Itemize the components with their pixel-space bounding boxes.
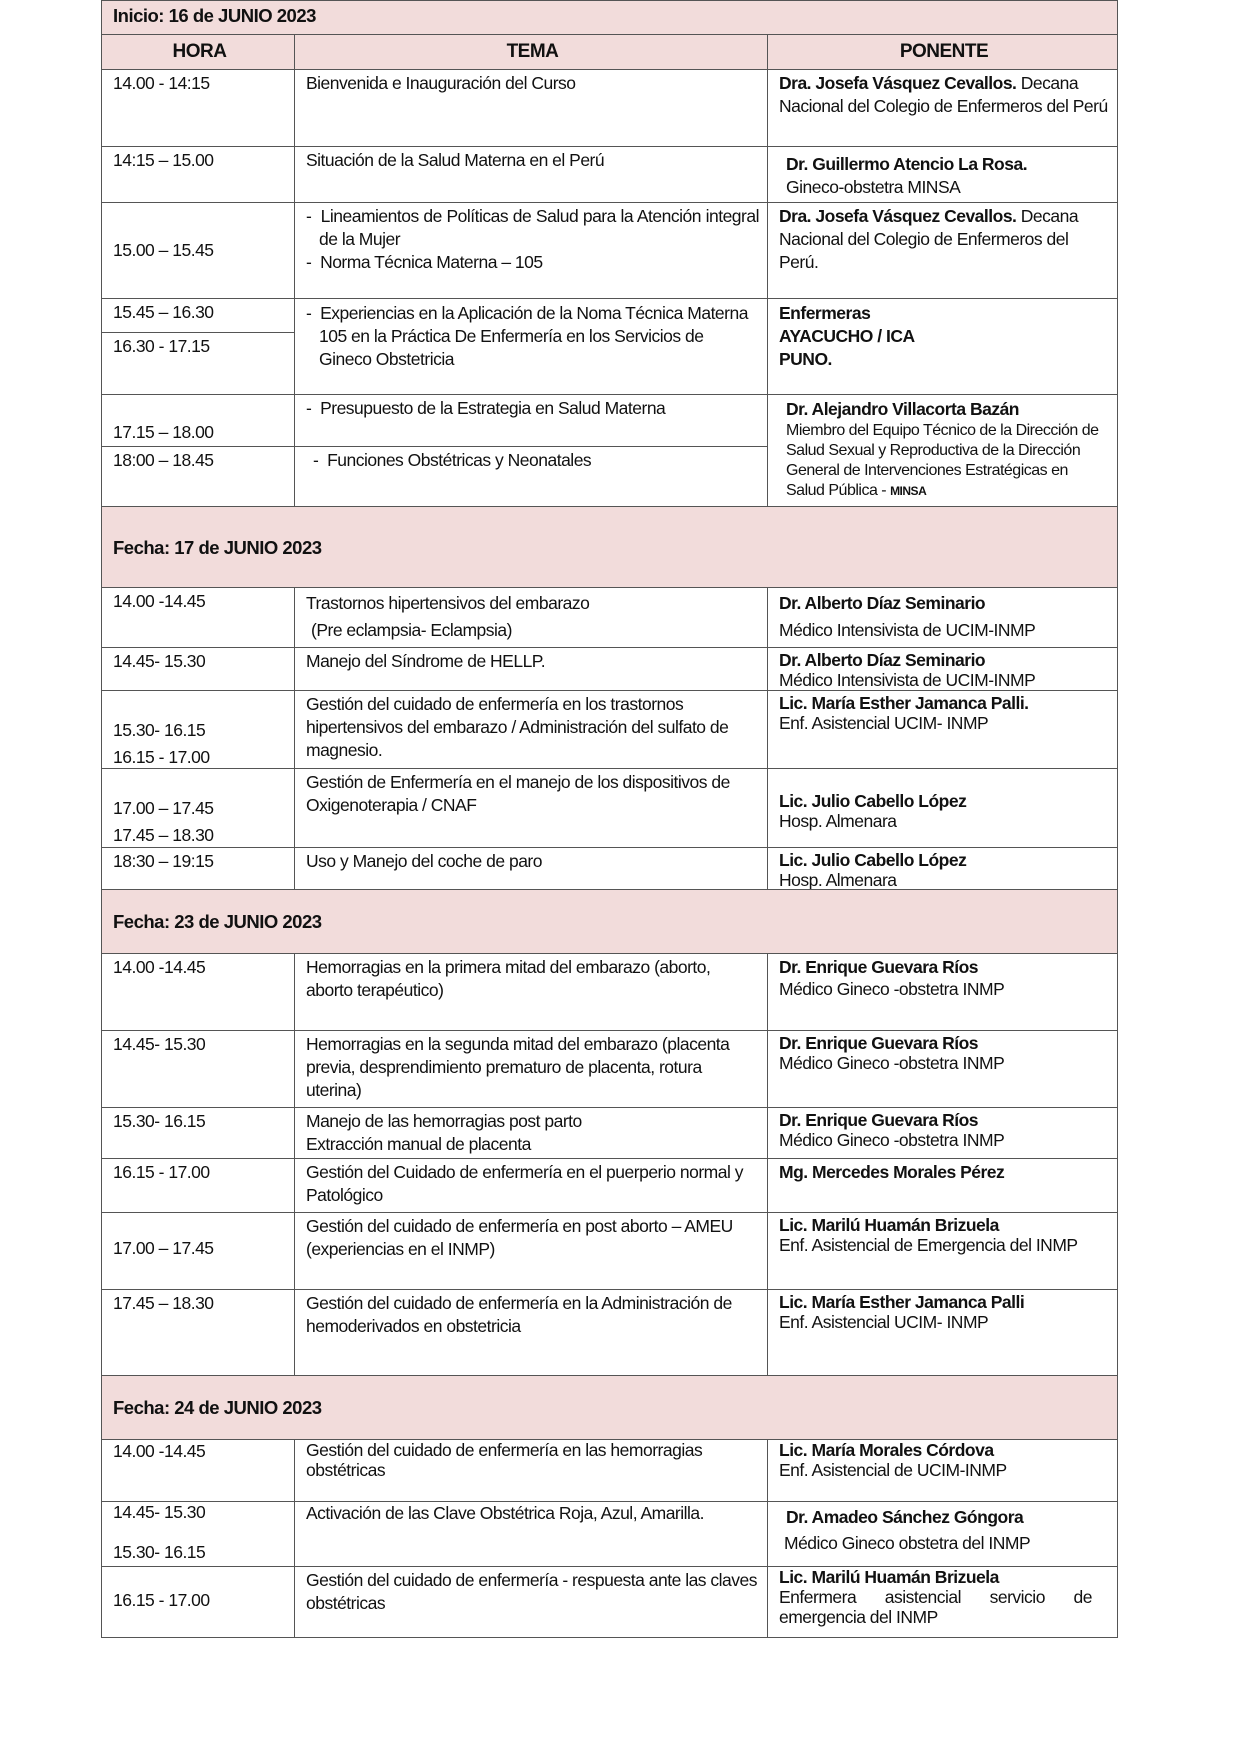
tema-list-item: - Norma Técnica Materna – 105 xyxy=(306,252,543,272)
ponente-name: Lic. María Esther Jamanca Palli. xyxy=(779,693,1029,713)
ponente-line: Enfermeras xyxy=(779,303,871,323)
hora-cell: 15.00 – 15.45 xyxy=(101,202,295,299)
ponente-role: Gineco-obstetra MINSA xyxy=(786,177,961,197)
tema-text: Funciones Obstétricas y Neonatales xyxy=(327,450,592,470)
ponente-cell xyxy=(767,394,1118,507)
day-label: Fecha: 24 de JUNIO 2023 xyxy=(113,1397,322,1418)
ponente-cell xyxy=(767,1289,1118,1376)
hora-cell: 16.15 - 17.00 xyxy=(101,1158,295,1213)
hora-text: 17.45 – 18.30 xyxy=(113,825,214,845)
tema-list-item: - Experiencias en la Aplicación de la Noma Técnica Materna 105 en la Práctica De Enfermería en los Servicios de Gineco Obstetricia xyxy=(306,303,748,369)
tema-text: Trastornos hipertensivos del embarazo xyxy=(306,593,590,613)
tema-cell: Gestión del cuidado de enfermería - respuesta ante las claves obstétricas xyxy=(294,1566,768,1638)
tema-cell: - Presupuesto de la Estrategia en Salud Materna xyxy=(294,394,768,447)
ponente-role: Enf. Asistencial de UCIM-INMP xyxy=(779,1460,1007,1480)
ponente-name: Lic. Julio Cabello López xyxy=(779,850,967,870)
hora-text: 17.00 – 17.45 xyxy=(113,798,214,818)
tema-cell: Manejo del Síndrome de HELLP. xyxy=(294,647,768,691)
tema-subtext: (Pre eclampsia- Eclampsia) xyxy=(311,620,512,640)
tema-cell: Hemorragias en la segunda mitad del embarazo (placenta previa, desprendimiento prematuro de placenta, rotura uterina) xyxy=(294,1030,768,1108)
ponente-role: Médico Intensivista de UCIM-INMP xyxy=(779,620,1036,640)
ponente-cell xyxy=(767,1501,1118,1567)
ponente-name: Dr. Alejandro Villacorta Bazán xyxy=(786,399,1019,419)
ponente-name: Dr. Alberto Díaz Seminario xyxy=(779,593,986,613)
column-header-tema: TEMA xyxy=(294,34,768,70)
hora-text: 14.45- 15.30 xyxy=(113,1502,206,1522)
hora-cell: 17.15 – 18.00 xyxy=(101,394,295,447)
ponente-name: Dr. Guillermo Atencio La Rosa. xyxy=(786,154,1028,174)
ponente-name: Dr. Enrique Guevara Ríos xyxy=(779,957,979,977)
ponente-role: Médico Intensivista de UCIM-INMP xyxy=(779,670,1036,690)
hora-cell: 14.45- 15.30 xyxy=(101,647,295,691)
day-header xyxy=(101,1375,1118,1440)
day-label: Fecha: 23 de JUNIO 2023 xyxy=(113,911,322,932)
ponente-name: Dr. Alberto Díaz Seminario xyxy=(779,650,986,670)
ponente-cell xyxy=(767,1107,1118,1159)
column-header-ponente: PONENTE xyxy=(767,34,1118,70)
ponente-cell xyxy=(767,1212,1118,1290)
ponente-cell: Mg. Mercedes Morales Pérez xyxy=(767,1158,1118,1213)
ponente-cell xyxy=(767,69,1118,147)
day-label: Fecha: 17 de JUNIO 2023 xyxy=(113,536,322,558)
ponente-role: Médico Gineco -obstetra INMP xyxy=(779,1053,1005,1073)
ponente-line: AYACUCHO / ICA xyxy=(779,326,915,346)
ponente-cell xyxy=(767,202,1118,299)
tema-text: Manejo de las hemorragias post parto xyxy=(306,1111,582,1131)
hora-text: 15.30- 16.15 xyxy=(113,720,206,740)
ponente-role: Decana Nacional del Colegio de Enfermeros del Perú. xyxy=(779,206,1079,272)
tema-list-item: - Lineamientos de Políticas de Salud para la Atención integral de la Mujer xyxy=(306,206,759,249)
ponente-cell xyxy=(767,587,1118,648)
ponente-name: Lic. María Esther Jamanca Palli xyxy=(779,1292,1025,1312)
ponente-cell xyxy=(767,768,1118,848)
tema-cell: - Funciones Obstétricas y Neonatales xyxy=(294,446,768,507)
tema-cell: Gestión de Enfermería en el manejo de los dispositivos de Oxigenoterapia / CNAF xyxy=(294,768,768,848)
hora-cell: 14.00 -14.45 xyxy=(101,1439,295,1502)
day-header xyxy=(101,889,1118,954)
hora-cell: 17.45 – 18.30 xyxy=(101,1289,295,1376)
ponente-cell xyxy=(767,953,1118,1031)
day-label: Inicio: 16 de JUNIO 2023 xyxy=(113,5,316,26)
ponente-role: Enf. Asistencial de Emergencia del INMP xyxy=(779,1235,1078,1255)
hora-cell: 18:00 – 18.45 xyxy=(101,446,295,507)
ponente-cell xyxy=(767,146,1118,203)
tema-cell: Gestión del Cuidado de enfermería en el puerperio normal y Patológico xyxy=(294,1158,768,1213)
tema-cell: Hemorragias en la primera mitad del embarazo (aborto, aborto terapéutico) xyxy=(294,953,768,1031)
ponente-cell xyxy=(767,1566,1118,1638)
hora-cell: 14.00 -14.45 xyxy=(101,953,295,1031)
ponente-name: Dr. Amadeo Sánchez Góngora xyxy=(786,1507,1024,1527)
tema-cell xyxy=(294,587,768,648)
ponente-role: Hosp. Almenara xyxy=(779,870,897,890)
ponente-role: Médico Gineco -obstetra INMP xyxy=(779,1130,1005,1150)
tema-cell: Gestión del cuidado de enfermería en los trastornos hipertensivos del embarazo / Administración del sulfato de magnesio. xyxy=(294,690,768,769)
tema-cell: Bienvenida e Inauguración del Curso xyxy=(294,69,768,147)
ponente-role: Enf. Asistencial UCIM- INMP xyxy=(779,1312,989,1332)
hora-text: 16.15 - 17.00 xyxy=(113,747,210,767)
hora-cell: 14.45- 15.30 xyxy=(101,1030,295,1108)
ponente-name: Dr. Enrique Guevara Ríos xyxy=(779,1110,979,1130)
ponente-line: PUNO. xyxy=(779,349,832,369)
schedule-table xyxy=(101,0,1118,1638)
day-header xyxy=(101,0,1118,35)
hora-cell: 14:15 – 15.00 xyxy=(101,146,295,203)
hora-cell: 17.00 – 17.45 xyxy=(101,1212,295,1290)
hora-cell xyxy=(101,690,295,769)
tema-cell: Gestión del cuidado de enfermería en las hemorragias obstétricas xyxy=(294,1439,768,1502)
hora-cell xyxy=(101,768,295,848)
ponente-name: Lic. Marilú Huamán Brizuela xyxy=(779,1567,999,1587)
ponente-role: Médico Gineco -obstetra INMP xyxy=(779,979,1005,999)
ponente-name: Dr. Enrique Guevara Ríos xyxy=(779,1033,979,1053)
ponente-role: Enfermera asistencial servicio de emergencia del INMP xyxy=(779,1587,1092,1627)
hora-cell: 15.30- 16.15 xyxy=(101,1107,295,1159)
column-header-hora: HORA xyxy=(101,34,295,70)
ponente-cell xyxy=(767,847,1118,890)
ponente-role: Miembro del Equipo Técnico de la Dirección de Salud Sexual y Reproductiva de la Dirección General de Intervenciones Estratégicas en Salud Pública - xyxy=(786,422,1099,499)
hora-cell: 15.45 – 16.30 xyxy=(101,298,295,333)
ponente-role: Hosp. Almenara xyxy=(779,811,897,831)
ponente-cell xyxy=(767,1439,1118,1502)
tema-text: Presupuesto de la Estrategia en Salud Materna xyxy=(320,398,666,418)
ponente-name: Lic. María Morales Córdova xyxy=(779,1440,994,1460)
ponente-role: Enf. Asistencial UCIM- INMP xyxy=(779,713,989,733)
ponente-org: MINSA xyxy=(890,484,927,498)
ponente-name: Dra. Josefa Vásquez Cevallos. xyxy=(779,206,1017,226)
hora-text: 15.30- 16.15 xyxy=(113,1542,206,1562)
tema-cell xyxy=(294,1107,768,1159)
tema-cell xyxy=(294,298,768,395)
tema-cell: Gestión del cuidado de enfermería en la Administración de hemoderivados en obstetricia xyxy=(294,1289,768,1376)
tema-cell xyxy=(294,202,768,299)
hora-cell: 14.00 - 14:15 xyxy=(101,69,295,147)
tema-cell: Gestión del cuidado de enfermería en post aborto – AMEU (experiencias en el INMP) xyxy=(294,1212,768,1290)
ponente-name: Lic. Marilú Huamán Brizuela xyxy=(779,1215,999,1235)
hora-cell: 18:30 – 19:15 xyxy=(101,847,295,890)
hora-cell: 16.30 - 17.15 xyxy=(101,332,295,395)
ponente-cell xyxy=(767,1030,1118,1108)
hora-cell: 16.15 - 17.00 xyxy=(101,1566,295,1638)
ponente-cell xyxy=(767,298,1118,395)
ponente-cell xyxy=(767,647,1118,691)
tema-cell: Situación de la Salud Materna en el Perú xyxy=(294,146,768,203)
ponente-role: Médico Gineco obstetra del INMP xyxy=(784,1533,1031,1553)
ponente-name: Dra. Josefa Vásquez Cevallos. xyxy=(779,73,1017,93)
hora-cell: 14.00 -14.45 xyxy=(101,587,295,648)
tema-subtext: Extracción manual de placenta xyxy=(306,1134,531,1154)
ponente-name: Lic. Julio Cabello López xyxy=(779,791,967,811)
ponente-cell xyxy=(767,690,1118,769)
day-header xyxy=(101,506,1118,588)
hora-cell xyxy=(101,1501,295,1567)
tema-cell: Uso y Manejo del coche de paro xyxy=(294,847,768,890)
tema-cell: Activación de las Clave Obstétrica Roja, Azul, Amarilla. xyxy=(294,1501,768,1567)
ponente-role: Decana Nacional del Colegio de Enfermeros del Perú xyxy=(779,73,1108,116)
